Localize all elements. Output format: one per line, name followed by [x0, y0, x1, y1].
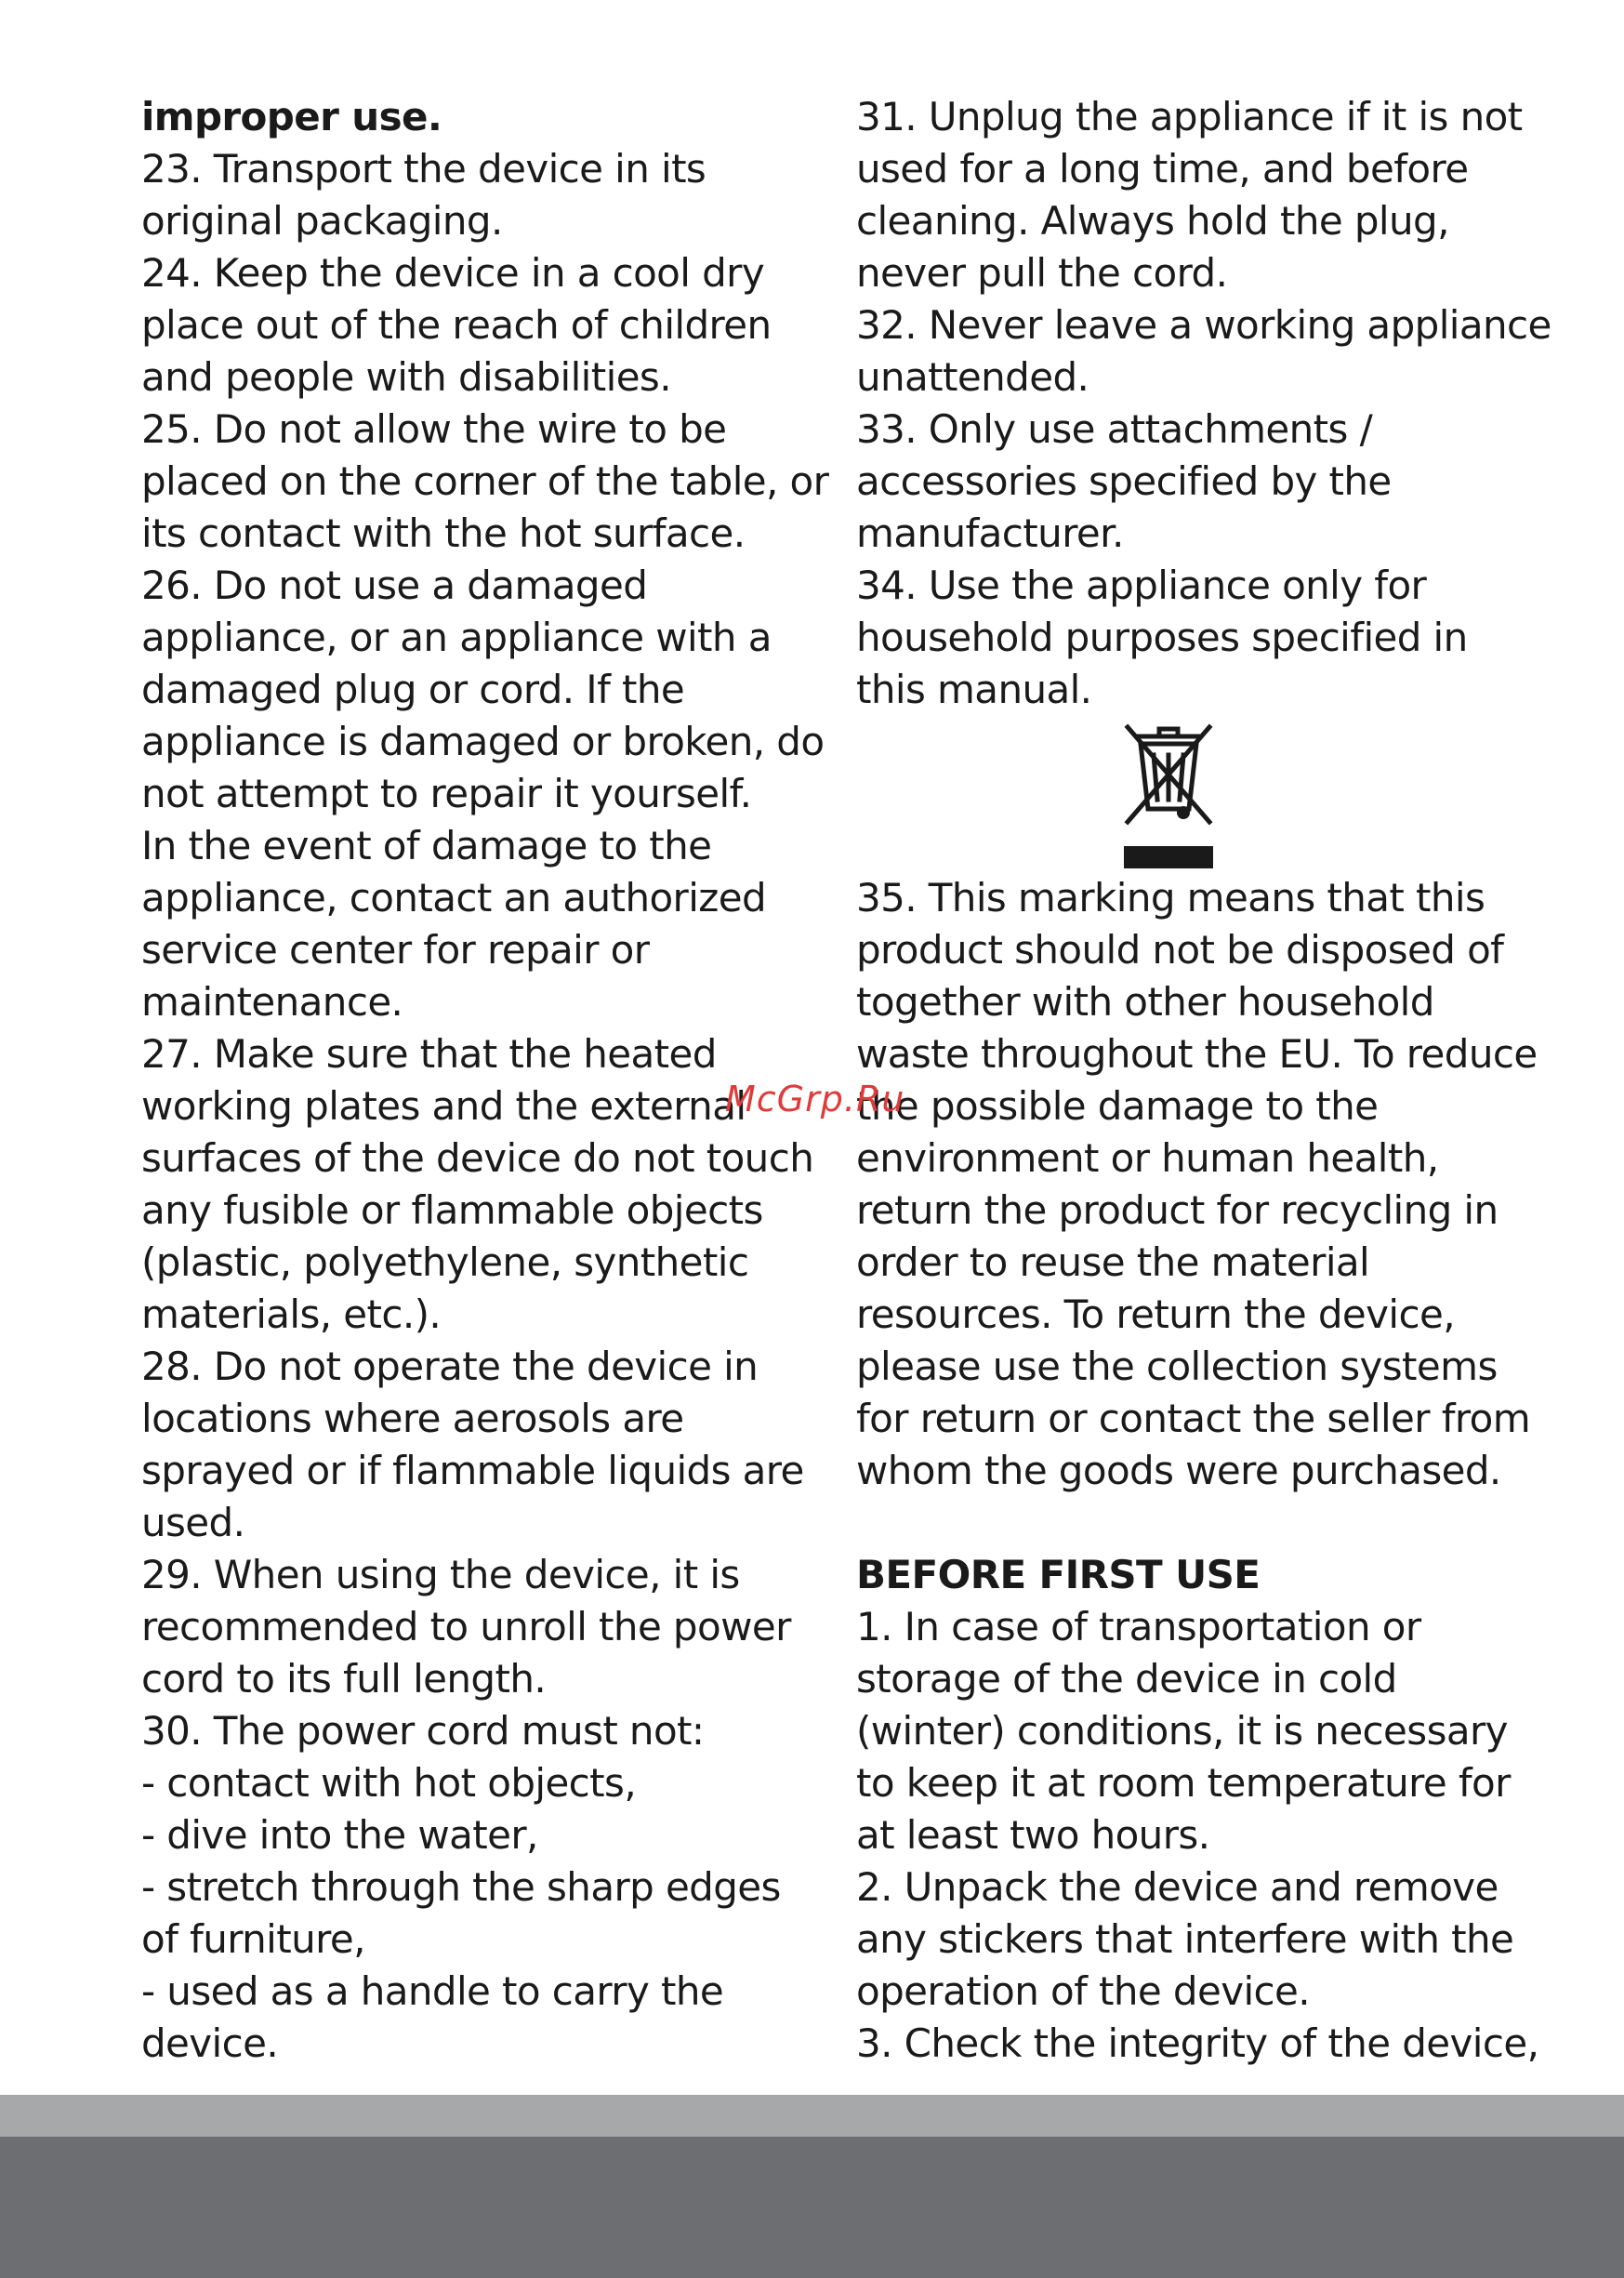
footer-band-dark — [0, 2137, 1624, 2278]
text-line: In the event of damage to the — [141, 823, 712, 868]
text-line: any stickers that interfere with the — [856, 1916, 1514, 1962]
text-line: damaged plug or cord. If the — [141, 667, 685, 712]
text-line: the possible damage to the — [856, 1083, 1379, 1129]
text-line: for return or contact the seller from — [856, 1396, 1531, 1441]
text-line: at least two hours. — [856, 1812, 1210, 1858]
text-line: cord to its full length. — [141, 1656, 547, 1702]
text-line: environment or human health, — [856, 1135, 1439, 1181]
text-line: together with other household — [856, 979, 1434, 1025]
text-line: service center for repair or — [141, 927, 650, 973]
text-line: used. — [141, 1500, 245, 1545]
text-line: this manual. — [856, 667, 1092, 712]
text-line: product should not be disposed of — [856, 927, 1504, 973]
text-line: its contact with the hot surface. — [141, 510, 746, 556]
text-line: working plates and the external — [141, 1083, 746, 1129]
text-line: used for a long time, and before — [856, 146, 1469, 192]
text-line: device. — [141, 2020, 279, 2066]
text-line: please use the collection systems — [856, 1344, 1498, 1389]
text-line: accessories specified by the — [856, 458, 1392, 504]
weee-symbol — [856, 716, 1544, 872]
text-line: materials, etc.). — [141, 1291, 442, 1337]
crossed-out-wheelie-bin-icon — [1122, 723, 1215, 872]
text-line: original packaging. — [141, 198, 503, 244]
text-line: 3. Check the integrity of the device, — [856, 2020, 1539, 2066]
text-line: of furniture, — [141, 1916, 365, 1962]
text-line: place out of the reach of children — [141, 302, 772, 348]
text-line: recommended to unroll the power — [141, 1604, 791, 1649]
text-line: storage of the device in cold — [856, 1656, 1397, 1702]
text-line: operation of the device. — [856, 1968, 1311, 2014]
footer-band-light — [0, 2095, 1624, 2137]
text-line: cleaning. Always hold the plug, — [856, 198, 1449, 244]
text-line: appliance, or an appliance with a — [141, 615, 772, 660]
text-line: 33. Only use attachments / — [856, 406, 1373, 452]
text-line: unattended. — [856, 354, 1089, 400]
text-line: 28. Do not operate the device in — [141, 1344, 759, 1389]
text-line: appliance, contact an authorized — [141, 875, 767, 920]
text-line: 1. In case of transportation or — [856, 1604, 1421, 1649]
text-line: locations where aerosols are — [141, 1396, 684, 1441]
text-line: 25. Do not allow the wire to be — [141, 406, 727, 452]
text-line: order to reuse the material — [856, 1239, 1370, 1285]
text-line: (winter) conditions, it is necessary — [856, 1708, 1508, 1754]
text-line: waste throughout the EU. To reduce — [856, 1031, 1538, 1077]
text-line: (plastic, polyethylene, synthetic — [141, 1239, 749, 1285]
text-line: whom the goods were purchased. — [856, 1448, 1501, 1493]
text-line: 35. This marking means that this — [856, 875, 1485, 920]
text-line: 29. When using the device, it is — [141, 1552, 740, 1597]
text-line: to keep it at room temperature for — [856, 1760, 1511, 1806]
text-line: 30. The power cord must not: — [141, 1708, 705, 1754]
text-line: 31. Unplug the appliance if it is not — [856, 94, 1523, 139]
text-line: 32. Never leave a working appliance — [856, 302, 1551, 348]
text-line: 24. Keep the device in a cool dry — [141, 250, 765, 296]
text-line: - stretch through the sharp edges — [141, 1864, 781, 1910]
text-line: never pull the cord. — [856, 250, 1228, 296]
text-line: 26. Do not use a damaged — [141, 563, 648, 608]
text-line: any fusible or flammable objects — [141, 1187, 763, 1233]
text-line: 27. Make sure that the heated — [141, 1031, 717, 1077]
text-line: placed on the corner of the table, or — [141, 458, 829, 504]
text-line: - dive into the water, — [141, 1812, 538, 1858]
text-line: 34. Use the appliance only for — [856, 563, 1427, 608]
right-column — [856, 91, 1551, 2070]
text-line: manufacturer. — [856, 510, 1124, 556]
spacer — [856, 1497, 1544, 1549]
text-line: - contact with hot objects, — [141, 1760, 637, 1806]
text-line: resources. To return the device, — [856, 1291, 1455, 1337]
text-line: and people with disabilities. — [141, 354, 671, 400]
text-line: not attempt to repair it yourself. — [141, 771, 752, 816]
text-line: appliance is damaged or broken, do — [141, 719, 825, 764]
text-line: improper use. — [141, 94, 442, 139]
text-line: return the product for recycling in — [856, 1187, 1499, 1233]
text-line: sprayed or if flammable liquids are — [141, 1448, 804, 1493]
watermark: McGrp.Ru — [725, 1079, 905, 1119]
text-line: maintenance. — [141, 979, 403, 1025]
text-line: 23. Transport the device in its — [141, 146, 706, 192]
text-line: 2. Unpack the device and remove — [856, 1864, 1499, 1910]
text-line: household purposes specified in — [856, 615, 1468, 660]
text-line: - used as a handle to carry the — [141, 1968, 724, 2014]
text-line: surfaces of the device do not touch — [141, 1135, 814, 1181]
section-heading: BEFORE FIRST USE — [856, 1552, 1261, 1597]
